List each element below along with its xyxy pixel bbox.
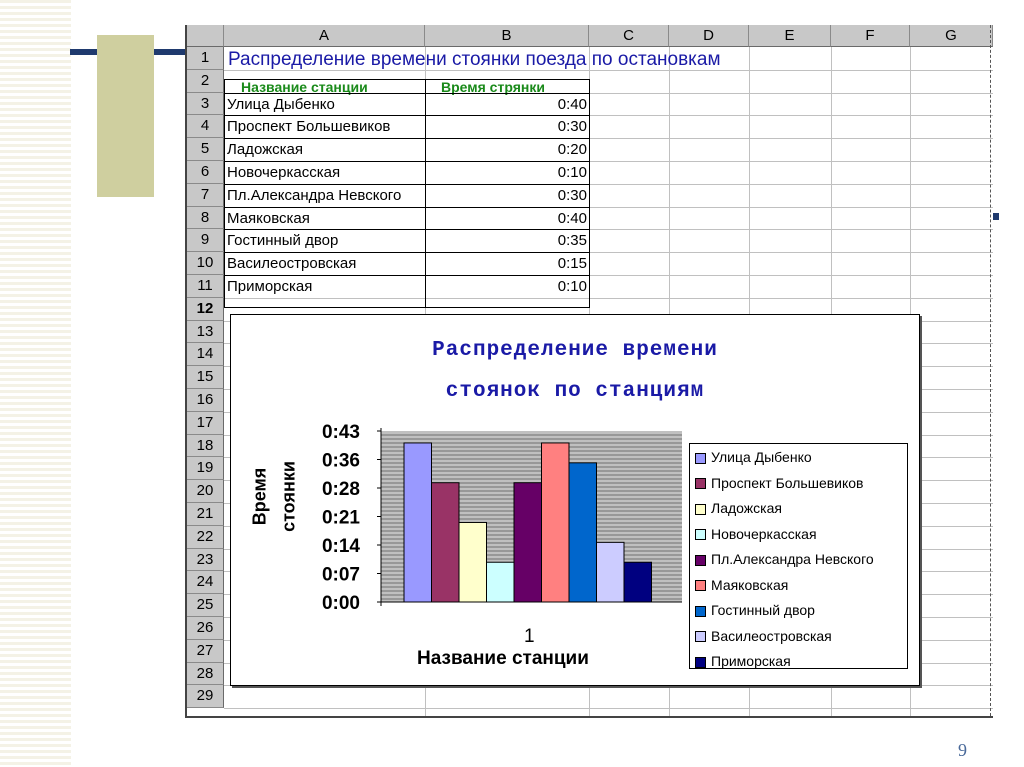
row-header-26[interactable]: 26 [187,617,224,640]
cell-stop-time[interactable]: 0:30 [557,186,587,204]
row-header-23[interactable]: 23 [187,549,224,572]
row-header-27[interactable]: 27 [187,640,224,663]
legend-item [695,498,782,518]
row-header-9[interactable]: 9 [187,229,224,252]
row-header-25[interactable]: 25 [187,594,224,617]
sheet-bottom-edge [187,716,993,718]
legend-item [695,651,791,671]
legend-swatch [695,555,706,566]
legend-label: Улица Дыбенко [711,449,812,465]
header-stop-time[interactable]: Время стрянки [441,79,545,95]
legend-label: Проспект Большевиков [711,474,864,491]
bar-4 [487,562,515,602]
legend-swatch [695,606,706,617]
cell-station-name[interactable]: Пл.Александра Невского [227,186,402,204]
legend-swatch [695,504,706,515]
cell-stop-time[interactable]: 0:15 [557,255,587,273]
row-header-29[interactable]: 29 [187,685,224,708]
slide-accent-square [992,213,999,220]
y-tick-label: 0:14 [321,536,360,557]
header-station-name[interactable]: Название станции [241,79,368,95]
legend-item [695,626,832,646]
row-header-6[interactable]: 6 [187,161,224,184]
cell-station-name[interactable]: Ладожская [227,141,304,159]
legend-label: Гостинный двор [711,602,815,618]
legend-label: Приморская [711,653,791,669]
table-outline [224,79,590,308]
cell-stop-time[interactable]: 0:20 [557,141,587,159]
y-tick-label: 0:28 [321,479,360,500]
row-header-2[interactable]: 2 [187,70,224,93]
cell-station-name[interactable]: Василеостровская [227,255,357,273]
cell-stop-time[interactable]: 0:10 [557,164,587,181]
x-category-label: 1 [524,626,535,647]
row-header-28[interactable]: 28 [187,663,224,686]
slide-stripe-decoration [0,0,71,767]
y-tick-label: 0:36 [321,450,360,472]
slide-page-number: 9 [958,740,967,760]
row-header-16[interactable]: 16 [187,389,224,412]
bar-7 [569,463,597,602]
legend-item [695,473,864,493]
sheet-left-edge [185,25,187,718]
column-header-d[interactable]: D [669,25,749,47]
cell-station-name[interactable]: Новочеркасская [227,164,341,181]
legend-item [695,549,874,569]
cell-stop-time[interactable]: 0:40 [557,209,587,227]
row-header-4[interactable]: 4 [187,115,224,138]
legend-swatch [695,478,706,489]
bar-8 [597,542,625,602]
legend-label: Василеостровская [711,627,832,644]
bar-9 [624,562,652,602]
sheet-title-cell[interactable]: Распределение времени стоянки поезда по остановкам [228,49,721,70]
column-header-b[interactable]: B [425,25,589,47]
legend-swatch [695,657,706,668]
chart-object[interactable] [230,314,920,686]
cell-station-name[interactable]: Проспект Большевиков [227,118,391,136]
cell-stop-time[interactable]: 0:35 [557,232,587,250]
page-break-line [990,25,991,716]
row-header-22[interactable]: 22 [187,526,224,549]
legend-item [695,447,812,467]
row-header-21[interactable]: 21 [187,503,224,526]
x-axis-label: Название станции [417,648,589,669]
row-header-14[interactable]: 14 [187,343,224,366]
row-header-1[interactable]: 1 [187,47,224,70]
column-header-g[interactable]: G [910,25,993,47]
row-header-17[interactable]: 17 [187,412,224,435]
bar-6 [542,443,570,602]
bar-1 [404,443,432,602]
chart-title-line1: Распределение времени [432,339,718,362]
legend-item [695,600,815,620]
row-header-12[interactable]: 12 [187,298,224,321]
legend-swatch [695,453,706,464]
chart-legend[interactable] [689,443,908,669]
cell-stop-time[interactable]: 0:30 [557,118,587,136]
row-header-13[interactable]: 13 [187,321,224,344]
row-header-7[interactable]: 7 [187,184,224,207]
slide-accent-block [97,35,154,197]
row-header-15[interactable]: 15 [187,366,224,389]
select-all-corner[interactable] [187,25,224,47]
row-header-3[interactable]: 3 [187,93,224,116]
cell-station-name[interactable]: Приморская [227,278,313,295]
cell-stop-time[interactable]: 0:10 [557,278,587,295]
legend-item [695,524,817,544]
cell-station-name[interactable]: Маяковская [227,209,310,227]
row-header-20[interactable]: 20 [187,480,224,503]
y-axis-label-line2: стоянки [278,461,299,532]
row-header-19[interactable]: 19 [187,457,224,480]
spreadsheet [187,25,993,716]
legend-swatch [695,631,706,642]
y-axis-label-line1: Время [249,467,270,526]
y-tick-label: 0:43 [321,422,360,443]
row-header-8[interactable]: 8 [187,207,224,230]
legend-label: Новочеркасская [711,525,817,542]
legend-item [695,575,788,595]
row-header-10[interactable]: 10 [187,252,224,275]
cell-stop-time[interactable]: 0:40 [557,95,587,113]
column-header-e[interactable]: E [749,25,831,47]
chart-title-line2: стоянок по станциям [445,380,705,403]
cell-station-name[interactable]: Улица Дыбенко [227,95,335,113]
cell-station-name[interactable]: Гостинный двор [227,232,339,250]
y-tick-label: 0:21 [321,507,360,529]
y-tick-label: 0:00 [321,593,360,614]
row-header-11[interactable]: 11 [187,275,224,298]
column-header-f[interactable]: F [831,25,910,47]
grid-row-line [224,708,993,709]
y-tick-label: 0:07 [321,564,360,586]
legend-label: Маяковская [711,576,789,593]
legend-swatch [695,529,706,540]
bar-2 [432,483,460,602]
legend-label: Пл.Александра Невского [711,551,874,567]
row-header-5[interactable]: 5 [187,138,224,161]
column-header-a[interactable]: A [224,25,425,47]
bar-3 [459,522,487,602]
bar-5 [514,483,542,602]
column-header-c[interactable]: C [589,25,669,47]
legend-swatch [695,580,706,591]
row-header-18[interactable]: 18 [187,435,224,458]
legend-label: Ладожская [711,500,782,516]
row-header-24[interactable]: 24 [187,571,224,594]
